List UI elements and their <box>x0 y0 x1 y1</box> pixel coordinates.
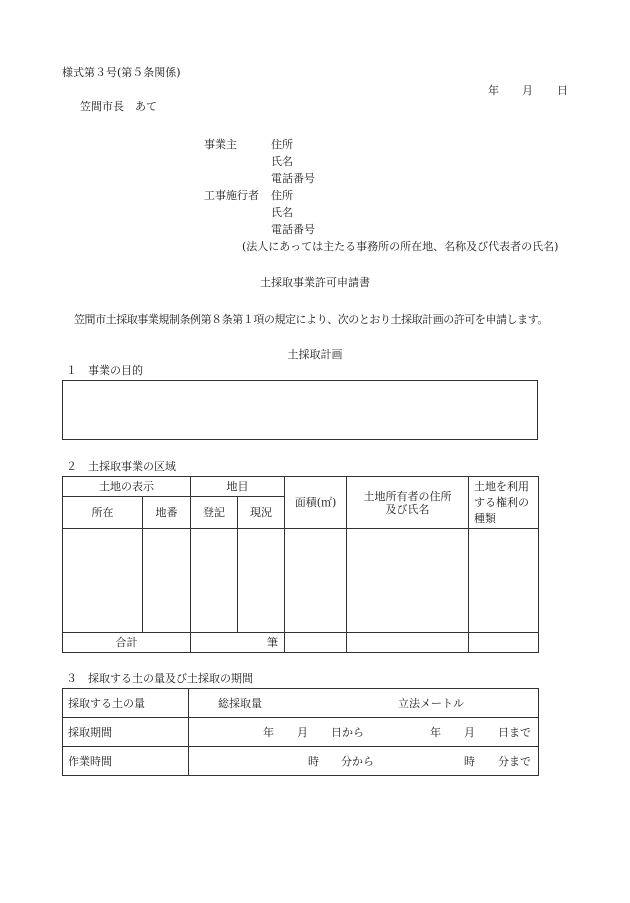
date-month: 月 <box>522 84 533 97</box>
total-label: 合計 <box>63 633 191 653</box>
total-volume-label: 総採取量 <box>218 697 262 710</box>
soil-volume-cell[interactable] <box>189 689 539 718</box>
header-rights-line1: 土地を利用 <box>474 479 529 493</box>
addressee: 笠間市長 あて <box>80 100 157 113</box>
header-owner-line2: 及び氏名 <box>385 502 430 516</box>
end-hour: 時 <box>464 755 475 768</box>
header-area: 面積(㎡) <box>285 477 347 529</box>
business-owner-label: 事業主 <box>204 138 237 151</box>
work-hours-label: 作業時間 <box>63 747 189 776</box>
soil-volume-label: 採取する土の量 <box>63 689 189 718</box>
date-day: 日 <box>557 84 568 97</box>
header-rights-line2: する権利の <box>474 495 529 509</box>
contractor-address-label: 住所 <box>271 189 293 202</box>
soil-volume-row <box>63 689 539 718</box>
period-label: 採取期間 <box>63 718 189 747</box>
period-end-month: 月 <box>464 726 475 739</box>
area-cell[interactable] <box>285 529 347 633</box>
period-end-day: 日まで <box>498 726 531 739</box>
period-start-year: 年 <box>263 726 274 739</box>
period-row <box>63 718 539 747</box>
current-cell[interactable] <box>238 529 285 633</box>
contractor-name-label: 氏名 <box>271 206 293 219</box>
start-minute: 分から <box>341 755 374 768</box>
registered-cell[interactable] <box>191 529 238 633</box>
parcels-unit: 筆 <box>191 633 285 653</box>
plan-title: 土採取計画 <box>287 348 343 361</box>
corporate-note: (法人にあっては主たる事務所の所在地、名称及び代表者の氏名) <box>242 240 559 253</box>
section1-title: １ 事業の目的 <box>66 364 143 377</box>
purpose-box[interactable] <box>62 380 538 440</box>
header-rights <box>469 477 539 529</box>
form-number: 様式第３号(第５条関係) <box>62 66 181 79</box>
header-rights-line3: 種類 <box>474 511 496 525</box>
volume-unit: 立法メートル <box>398 697 464 710</box>
owner-address-label: 住所 <box>271 138 293 151</box>
lot-number-cell[interactable] <box>143 529 191 633</box>
header-owner-line1: 土地所有者の住所 <box>363 489 452 503</box>
section2-title: ２ 土採取事業の区域 <box>66 460 176 473</box>
total-row <box>63 633 539 653</box>
work-hours-cell[interactable] <box>189 747 539 776</box>
document-title: 土採取事業許可申請書 <box>260 276 370 289</box>
section3-title: ３ 採取する土の量及び土採取の期間 <box>66 672 253 685</box>
start-hour: 時 <box>308 755 319 768</box>
date-year: 年 <box>488 84 499 97</box>
header-lot-number: 地番 <box>143 497 191 529</box>
area-table <box>62 476 539 653</box>
period-table <box>62 688 539 776</box>
period-cell[interactable] <box>189 718 539 747</box>
header-owner <box>347 477 469 529</box>
header-registered: 登記 <box>191 497 238 529</box>
header-current: 現況 <box>238 497 285 529</box>
declaration-text: 笠間市土採取事業規制条例第８条第１項の規定により、次のとおり土採取計画の許可を申請します。 <box>74 313 548 326</box>
total-rights-cell <box>469 633 539 653</box>
period-end-year: 年 <box>430 726 441 739</box>
total-owner-cell <box>347 633 469 653</box>
header-land-display: 土地の表示 <box>63 477 191 497</box>
area-entry-row <box>63 529 539 633</box>
work-hours-row <box>63 747 539 776</box>
header-location: 所在 <box>63 497 143 529</box>
total-area-cell[interactable] <box>285 633 347 653</box>
contractor-label: 工事施行者 <box>204 189 259 202</box>
owner-name-label: 氏名 <box>271 155 293 168</box>
owner-phone-label: 電話番号 <box>271 172 315 185</box>
period-start-month: 月 <box>297 726 308 739</box>
period-start-day: 日から <box>331 726 364 739</box>
location-cell[interactable] <box>63 529 143 633</box>
contractor-phone-label: 電話番号 <box>271 223 315 236</box>
end-minute: 分まで <box>498 755 531 768</box>
owner-cell[interactable] <box>347 529 469 633</box>
header-land-category: 地目 <box>191 477 285 497</box>
rights-cell[interactable] <box>469 529 539 633</box>
